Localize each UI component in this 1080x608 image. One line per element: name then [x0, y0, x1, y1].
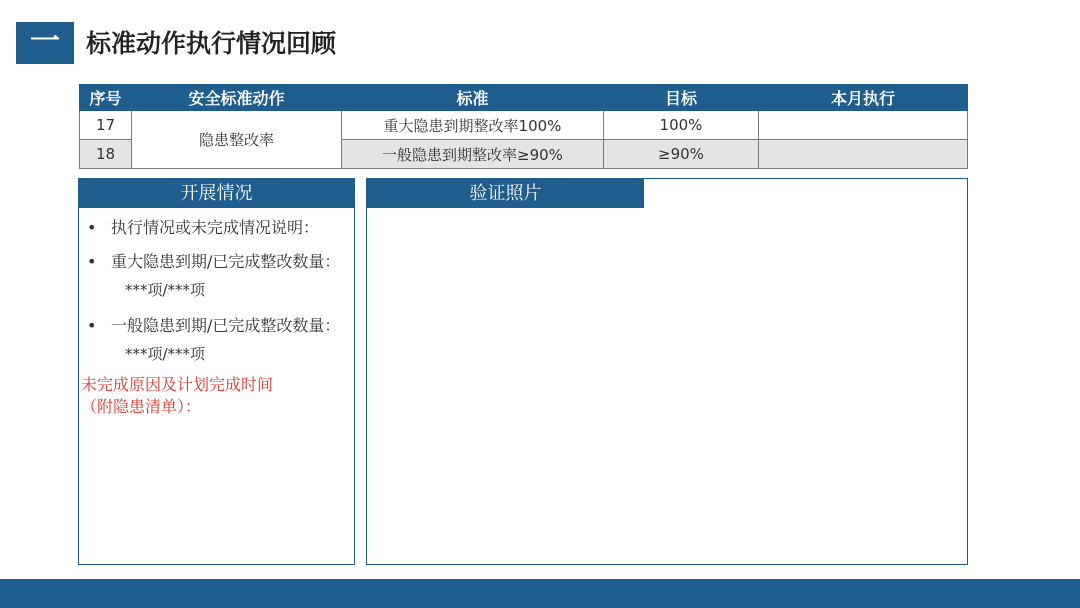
header-number: 序号: [80, 85, 132, 111]
major-count: ***项/***项: [125, 281, 206, 299]
bullet-text: 一般隐患到期/已完成整改数量：: [111, 316, 341, 335]
standard-actions-table: [79, 84, 968, 169]
row-number: 17: [80, 111, 132, 140]
target-cell: 100%: [604, 111, 759, 140]
bullet-text: 重大隐患到期/已完成整改数量：: [111, 252, 341, 271]
progress-panel-title: 开展情况: [79, 179, 354, 208]
page-title: 标准动作执行情况回顾: [86, 29, 337, 58]
footer-bar: [0, 579, 1080, 608]
photo-panel: [366, 178, 968, 565]
standard-cell: 一般隐患到期整改率≥90%: [342, 140, 604, 169]
general-count: ***项/***项: [125, 345, 206, 363]
header-standard: 标准: [342, 85, 604, 111]
execution-cell[interactable]: [759, 111, 968, 140]
attachment-note: （附隐患清单）：: [81, 397, 202, 416]
header-target: 目标: [604, 85, 759, 111]
bullet-dot-icon: •: [87, 316, 97, 335]
bullet-item: [87, 249, 340, 272]
bullet-dot-icon: •: [87, 252, 97, 271]
photo-panel-title: 验证照片: [367, 179, 644, 208]
progress-panel: [78, 178, 355, 565]
execution-cell[interactable]: [759, 140, 968, 169]
header-action: 安全标准动作: [132, 85, 342, 111]
header-execution: 本月执行: [759, 85, 968, 111]
standard-cell: 重大隐患到期整改率100%: [342, 111, 604, 140]
target-cell: ≥90%: [604, 140, 759, 169]
incomplete-reason-note: 未完成原因及计划完成时间: [81, 375, 274, 394]
row-number: 18: [80, 140, 132, 169]
bullet-item: [87, 313, 340, 336]
bullet-text: 执行情况或未完成情况说明：: [111, 218, 320, 237]
table-row: [80, 111, 968, 140]
bullet-dot-icon: •: [87, 218, 97, 237]
section-number-badge: 一: [16, 22, 74, 64]
action-cell: 隐患整改率: [132, 111, 342, 169]
table-header-row: [80, 85, 968, 111]
bullet-item: [87, 215, 319, 238]
